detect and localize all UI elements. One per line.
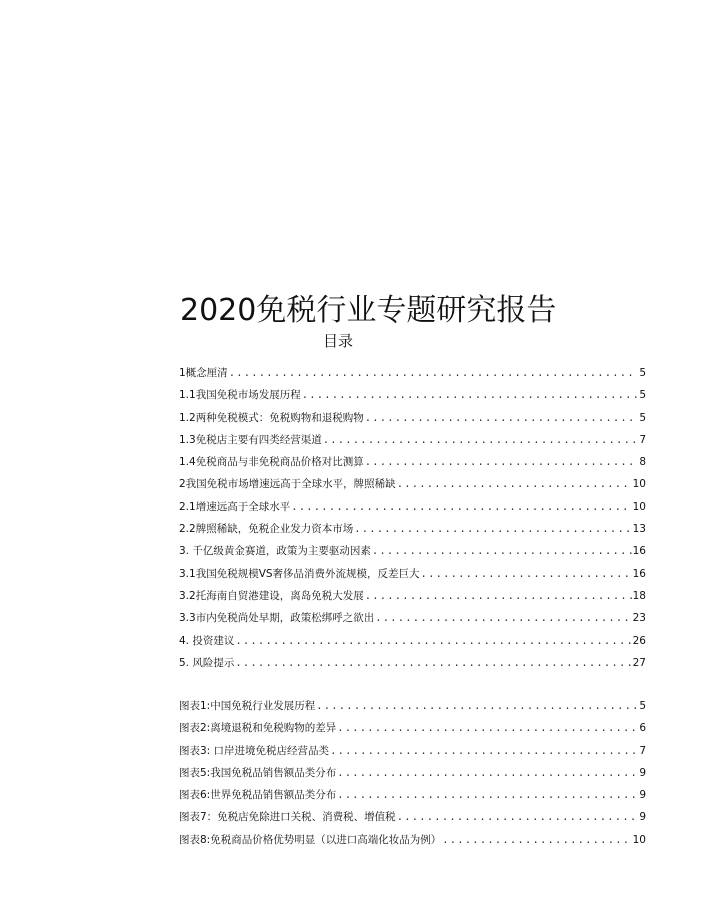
figure-entry (179, 806, 646, 828)
toc-entry (179, 585, 646, 607)
toc-entry (179, 429, 646, 451)
toc-entry-label: 1概念厘清 (179, 367, 228, 379)
toc-entry-page: 8 (639, 456, 646, 469)
figure-entry-label: 图表6:世界免税品销售额品类分布 (179, 789, 337, 802)
toc-entry-label: 3.3市内免税尚处早期，政策松绑呼之欲出 (179, 612, 375, 625)
toc-entry-label: 3.2托海南自贸港建设，离岛免税大发展 (179, 589, 364, 602)
dot-leader (337, 717, 637, 739)
document-title: 2020免税行业专题研究报告 (180, 293, 557, 328)
toc-entry-label: 2我国免税市场增速远高于全球水平，牌照稀缺 (179, 478, 396, 491)
toc-entry-label: 3. 千亿级黄金赛道，政策为主要驱动因素 (179, 545, 371, 558)
toc-entry-page: 10 (632, 478, 646, 491)
table-of-contents (179, 362, 646, 674)
toc-entry-label: 1.3免税店主要有四类经营渠道 (179, 433, 322, 446)
toc-entry-label: 2.2牌照稀缺，免税企业发力资本市场 (179, 523, 354, 536)
toc-entry-label: 3.1我国免税规模VS奢侈品消费外流规模，反差巨大 (179, 567, 420, 580)
figure-entry (179, 695, 646, 717)
dot-leader (442, 829, 631, 851)
dot-leader (375, 607, 631, 629)
figure-entry (179, 762, 646, 784)
toc-entry-label: 2.1增速远高于全球水平 (179, 500, 291, 513)
toc-entry-page: 5 (639, 389, 646, 402)
figure-entry-label: 图表7：免税店免除进口关税、消费税、增值税 (179, 811, 396, 824)
toc-entry-label: 4. 投资建议 (179, 634, 235, 647)
list-of-figures (179, 695, 646, 851)
toc-entry (179, 451, 646, 473)
toc-entry (179, 362, 646, 384)
toc-entry-page: 27 (632, 656, 646, 669)
toc-entry-page: 23 (632, 612, 646, 625)
toc-entry (179, 607, 646, 629)
toc-entry (179, 630, 646, 652)
toc-heading: 目录 (323, 332, 354, 350)
dot-leader (365, 451, 637, 473)
toc-entry (179, 518, 646, 540)
figure-entry-page: 5 (639, 700, 646, 712)
dot-leader (354, 518, 631, 540)
toc-entry-page: 16 (632, 567, 646, 580)
dot-leader (397, 806, 637, 828)
toc-entry (179, 563, 646, 585)
figure-entry (179, 829, 646, 851)
figure-entry-page: 10 (632, 833, 646, 846)
dot-leader (365, 407, 637, 429)
dot-leader (365, 585, 632, 607)
toc-entry-page: 18 (632, 589, 646, 602)
dot-leader (316, 695, 637, 717)
figure-entry-page: 7 (639, 744, 646, 757)
toc-entry-page: 26 (632, 634, 646, 647)
toc-entry-label: 1.1我国免税市场发展历程 (179, 389, 301, 402)
dot-leader (372, 540, 632, 562)
dot-leader (323, 429, 637, 451)
toc-entry (179, 473, 646, 495)
dot-leader (235, 630, 631, 652)
figure-entry-label: 图表1:中国免税行业发展历程 (179, 700, 316, 712)
toc-entry-page: 5 (639, 367, 646, 379)
dot-leader (330, 740, 637, 762)
figure-entry-label: 图表8:免税商品价格优势明显（以进口高端化妆品为例） (179, 833, 442, 846)
toc-entry (179, 384, 646, 406)
toc-entry-label: 5. 风险提示 (179, 656, 235, 669)
dot-leader (302, 384, 637, 406)
figure-entry (179, 717, 646, 739)
dot-leader (229, 362, 637, 384)
toc-entry-page: 13 (632, 523, 646, 536)
dot-leader (337, 784, 637, 806)
dot-leader (421, 563, 632, 585)
figure-entry-page: 6 (639, 722, 646, 735)
toc-entry (179, 652, 646, 674)
figure-entry (179, 784, 646, 806)
figure-entry-page: 9 (639, 811, 646, 824)
figure-entry (179, 740, 646, 762)
figure-entry-label: 图表3: 口岸进境免税店经营品类 (179, 744, 330, 757)
toc-entry-label: 1.4免税商品与非免税商品价格对比测算 (179, 456, 364, 469)
toc-entry (179, 407, 646, 429)
toc-entry-page: 10 (632, 500, 646, 513)
figure-entry-page: 9 (639, 766, 646, 779)
toc-entry-page: 16 (632, 545, 646, 558)
dot-leader (337, 762, 637, 784)
toc-entry (179, 496, 646, 518)
figure-entry-label: 图表2:离境退税和免税购物的差异 (179, 722, 337, 735)
figure-entry-label: 图表5:我国免税品销售额品类分布 (179, 766, 337, 779)
toc-entry-label: 1.2两种免税模式：免税购物和退税购物 (179, 411, 364, 424)
figure-entry-page: 9 (639, 789, 646, 802)
dot-leader (397, 473, 632, 495)
toc-entry-page: 7 (639, 433, 646, 446)
toc-entry-page: 5 (639, 411, 646, 424)
dot-leader (235, 652, 631, 674)
dot-leader (291, 496, 631, 518)
toc-entry (179, 540, 646, 562)
